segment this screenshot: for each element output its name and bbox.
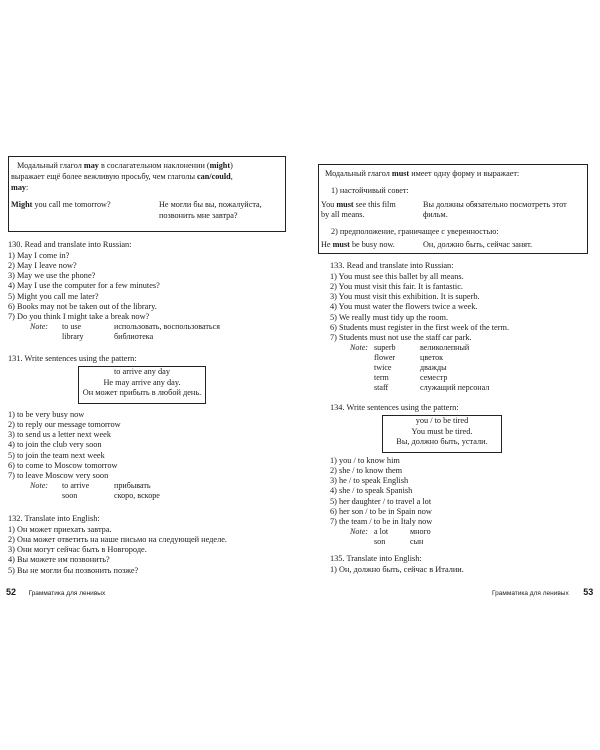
list-item: 7) Do you think I might take a break now? — [8, 311, 150, 321]
note-translation: великолепный — [420, 343, 470, 352]
note-translation: сын — [410, 537, 424, 546]
note-translation: много — [410, 527, 431, 536]
note-term: flower — [374, 353, 396, 362]
list-item: 5) her daughter / to travel a lot — [330, 496, 432, 506]
list-item: 6) her son / to be in Spain now — [330, 506, 432, 516]
note-term: library — [62, 332, 84, 341]
page-footer-left — [6, 582, 105, 600]
note-term: a lot — [374, 527, 389, 536]
note-translation: скоро, вскоре — [114, 491, 160, 500]
rule-line-1: Модальный глагол may в сослагательном наклонении (might) — [17, 161, 233, 170]
book-title: Грамматика для ленивых — [492, 590, 569, 597]
list-item: 3) You must visit this exhibition. It is superb. — [330, 292, 480, 302]
exercise-132-list — [8, 525, 227, 576]
rule-example-1: You must see this film — [321, 200, 396, 209]
list-item: 2) she / to know them — [330, 466, 403, 476]
note-translation: цветок — [420, 353, 444, 362]
rule-example-1b: by all means. — [321, 210, 365, 219]
exercise-132-title: 132. Translate into English: — [8, 514, 100, 523]
list-item: 4) to join the club very soon — [8, 440, 102, 450]
exercise-130-title: 130. Read and translate into Russian: — [8, 240, 132, 249]
list-item: 4) Вы можете им позвонить? — [8, 555, 110, 565]
book-title: Грамматика для ленивых — [28, 590, 106, 597]
exercise-133-list — [330, 272, 509, 343]
note-term: soon — [62, 491, 78, 500]
pattern-line: He may arrive any day. — [103, 377, 181, 387]
exercise-131-list — [8, 410, 121, 481]
list-item: 6) to come to Moscow tomorrow — [8, 460, 118, 470]
list-item: 7) Students must not use the staff car park. — [330, 332, 472, 342]
rule-box-may — [8, 156, 286, 232]
list-item: 1) to be very busy now — [8, 410, 85, 419]
rule-sub-2: 2) предположение, граничащее с уверенностью: — [331, 227, 499, 236]
list-item: 2) Она может ответить на наше письмо на следующей неделе. — [8, 535, 227, 545]
exercise-135-title: 135. Translate into English: — [330, 554, 422, 563]
right-page — [302, 150, 594, 595]
rule-line-2: выражает ещё более вежливую просьбу, чем глаголы can/could, — [11, 172, 233, 181]
rule-translation-2: позвонить мне завтра? — [159, 211, 238, 220]
note-term: son — [374, 537, 386, 546]
list-item: 5) to join the team next week — [8, 450, 105, 460]
list-item: 1) May I come in? — [8, 251, 70, 260]
rule-translation-2: Он, должно быть, сейчас занят. — [423, 240, 533, 249]
note-label: Note: — [350, 527, 368, 536]
pattern-box-131 — [78, 366, 206, 404]
list-item: 3) to send us a letter next week — [8, 430, 111, 440]
exercise-133-title: 133. Read and translate into Russian: — [330, 261, 454, 270]
list-item: 7) the team / to be in Italy now — [330, 516, 433, 526]
note-label: Note: — [30, 322, 48, 331]
note-label: Note: — [30, 481, 48, 490]
rule-box-must — [318, 164, 588, 254]
rule-line-1: Модальный глагол must имеет одну форму и выражает: — [325, 169, 520, 178]
rule-translation-1b: фильм. — [423, 210, 448, 219]
list-item: 6) Books may not be taken out of the library. — [8, 301, 157, 311]
list-item: 4) she / to speak Spanish — [330, 486, 413, 496]
rule-sub-1: 1) настойчивый совет: — [331, 186, 409, 195]
pattern-line: to arrive any day — [114, 367, 170, 376]
rule-example-2: He must be busy now. — [321, 240, 395, 249]
exercise-134-list — [330, 456, 432, 527]
list-item: 3) he / to speak English — [330, 476, 409, 486]
rule-translation-1: Не могли бы вы, пожалуйста, — [159, 200, 262, 209]
note-term: twice — [374, 363, 392, 372]
exercise-131-title: 131. Write sentences using the pattern: — [8, 354, 137, 363]
list-item: 1) Он, должно быть, сейчас в Италии. — [330, 565, 464, 574]
pattern-line: Вы, должно быть, устали. — [396, 437, 488, 446]
note-translation: использовать, воспользоваться — [114, 322, 220, 331]
left-page — [6, 150, 298, 595]
list-item: 5) We really must tidy up the room. — [330, 312, 449, 322]
note-term: staff — [374, 383, 389, 392]
pattern-line: Он может прибыть в любой день. — [82, 388, 202, 397]
note-term: superb — [374, 343, 396, 352]
exercise-130-list — [8, 251, 160, 322]
rule-translation-1: Вы должны обязательно посмотреть этот — [423, 200, 567, 209]
note-translation: служащий персонал — [420, 383, 490, 392]
rule-line-3: may: — [11, 183, 29, 192]
pattern-box-134 — [382, 415, 502, 453]
list-item: 4) May I use the computer for a few minutes? — [8, 281, 160, 291]
note-term: term — [374, 373, 389, 382]
rule-example: Might you call me tomorrow? — [11, 200, 111, 209]
list-item: 2) You must visit this fair. It is fantastic. — [330, 282, 463, 292]
list-item: 1) you / to know him — [330, 456, 400, 465]
list-item: 5) Might you call me later? — [8, 291, 99, 301]
page-footer-right — [492, 582, 593, 600]
page-number: 52 — [6, 587, 17, 597]
list-item: 6) Students must register in the first week of the term. — [330, 322, 510, 332]
note-term: to arrive — [62, 481, 90, 490]
list-item: 3) Они могут сейчас быть в Новгороде. — [8, 545, 147, 555]
pattern-line: You must be tired. — [411, 426, 473, 436]
note-translation: прибывать — [114, 481, 151, 490]
list-item: 1) Он может приехать завтра. — [8, 525, 112, 534]
exercise-134-title: 134. Write sentences using the pattern: — [330, 403, 459, 412]
note-label: Note: — [350, 343, 368, 352]
exercise-135-list — [330, 565, 464, 575]
note-translation: библиотека — [114, 332, 154, 341]
list-item: 2) May I leave now? — [8, 261, 77, 271]
pattern-line: you / to be tired — [415, 416, 469, 425]
list-item: 1) You must see this ballet by all means. — [330, 272, 464, 281]
note-translation: семестр — [420, 373, 448, 382]
note-translation: дважды — [420, 363, 447, 372]
page-number: 53 — [583, 587, 594, 597]
list-item: 5) Вы не могли бы позвонить позже? — [8, 565, 139, 575]
list-item: 3) May we use the phone? — [8, 271, 96, 281]
list-item: 4) You must water the flowers twice a week. — [330, 302, 478, 312]
list-item: 2) to reply our message tomorrow — [8, 420, 121, 430]
list-item: 7) to leave Moscow very soon — [8, 470, 109, 480]
note-term: to use — [62, 322, 82, 331]
